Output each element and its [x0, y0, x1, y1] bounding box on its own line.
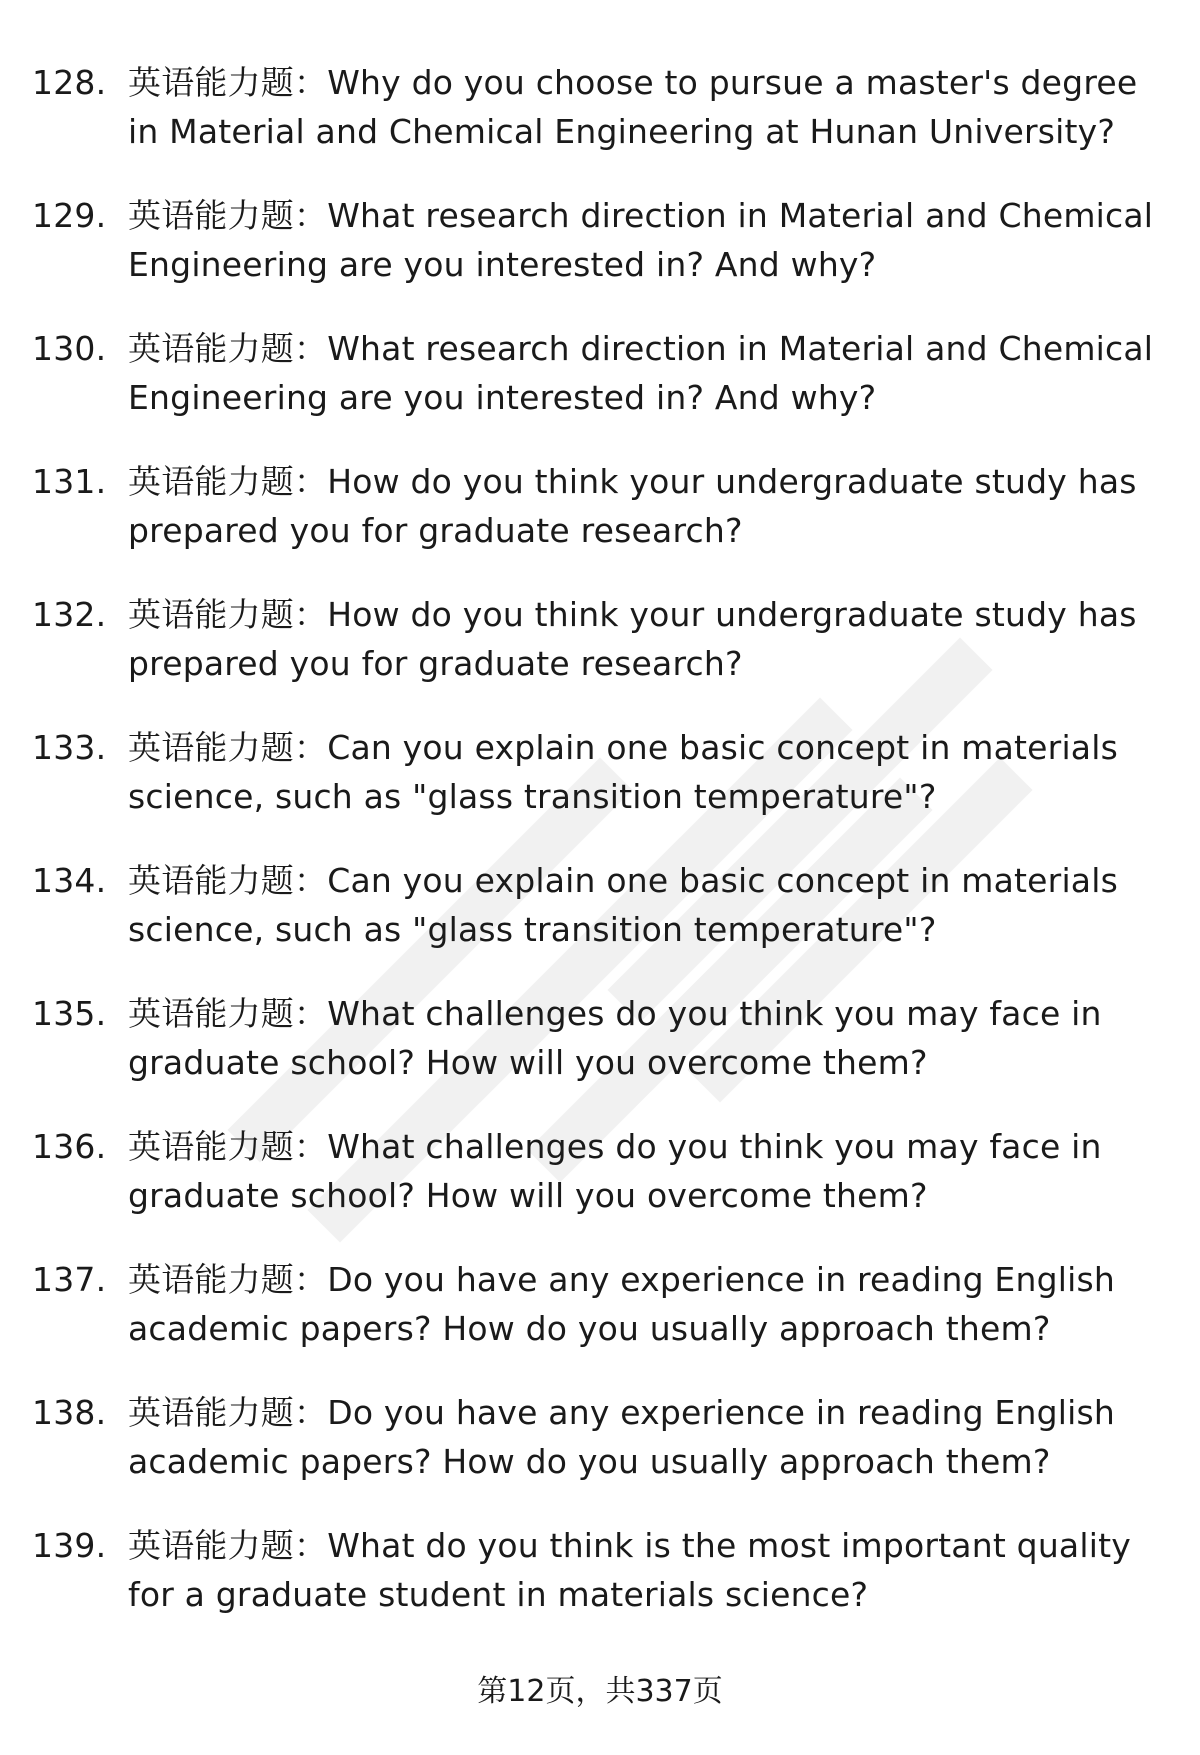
question-category: 英语能力题： [128, 63, 328, 102]
question-category: 英语能力题： [128, 1393, 328, 1432]
question-text: Why do you choose to pursue a master's degree in Material and Chemical Engineering at Hunan University? [128, 63, 1138, 151]
question-number: 139. [32, 1526, 107, 1565]
question-number: 135. [32, 994, 107, 1033]
question-text: Do you have any experience in reading English academic papers? How do you usually approach them? [128, 1260, 1115, 1348]
question-item-138 [0, 1388, 1200, 1486]
question-text: Can you explain one basic concept in materials science, such as "glass transition temperature"? [128, 728, 1118, 816]
question-number: 129. [32, 196, 107, 235]
question-text: How do you think your undergraduate study has prepared you for graduate research? [128, 595, 1137, 683]
question-item-136 [0, 1122, 1200, 1220]
question-text: What do you think is the most important quality for a graduate student in materials science? [128, 1526, 1131, 1614]
question-number: 134. [32, 861, 107, 900]
question-category: 英语能力题： [128, 1127, 328, 1166]
page-number-footer: 第12页，共337页 [477, 1674, 723, 1709]
question-item-137 [0, 1255, 1200, 1353]
question-item-132 [0, 590, 1200, 688]
question-category: 英语能力题： [128, 1526, 328, 1565]
question-item-129 [0, 191, 1200, 289]
question-item-131 [0, 457, 1200, 555]
question-category: 英语能力题： [128, 196, 328, 235]
question-number: 133. [32, 728, 107, 767]
question-item-130 [0, 324, 1200, 422]
question-item-135 [0, 989, 1200, 1087]
question-text: Do you have any experience in reading English academic papers? How do you usually approach them? [128, 1393, 1115, 1481]
question-text: What challenges do you think you may face in graduate school? How will you overcome them? [128, 1127, 1102, 1215]
question-category: 英语能力题： [128, 994, 328, 1033]
question-item-133 [0, 723, 1200, 821]
question-category: 英语能力题： [128, 1260, 328, 1299]
question-number: 132. [32, 595, 107, 634]
question-item-139 [0, 1521, 1200, 1619]
question-category: 英语能力题： [128, 861, 328, 900]
question-text: Can you explain one basic concept in materials science, such as "glass transition temperature"? [128, 861, 1118, 949]
question-category: 英语能力题： [128, 462, 328, 501]
question-list [0, 58, 1200, 1654]
question-text: What research direction in Material and Chemical Engineering are you interested in? And why? [128, 196, 1154, 284]
question-item-134 [0, 856, 1200, 954]
question-text: How do you think your undergraduate study has prepared you for graduate research? [128, 462, 1137, 550]
question-number: 130. [32, 329, 107, 368]
question-item-128 [0, 58, 1200, 156]
question-number: 131. [32, 462, 107, 501]
question-number: 136. [32, 1127, 107, 1166]
question-category: 英语能力题： [128, 728, 328, 767]
question-number: 137. [32, 1260, 107, 1299]
question-number: 138. [32, 1393, 107, 1432]
question-text: What research direction in Material and Chemical Engineering are you interested in? And why? [128, 329, 1154, 417]
question-category: 英语能力题： [128, 595, 328, 634]
question-text: What challenges do you think you may face in graduate school? How will you overcome them? [128, 994, 1102, 1082]
question-category: 英语能力题： [128, 329, 328, 368]
question-number: 128. [32, 63, 107, 102]
